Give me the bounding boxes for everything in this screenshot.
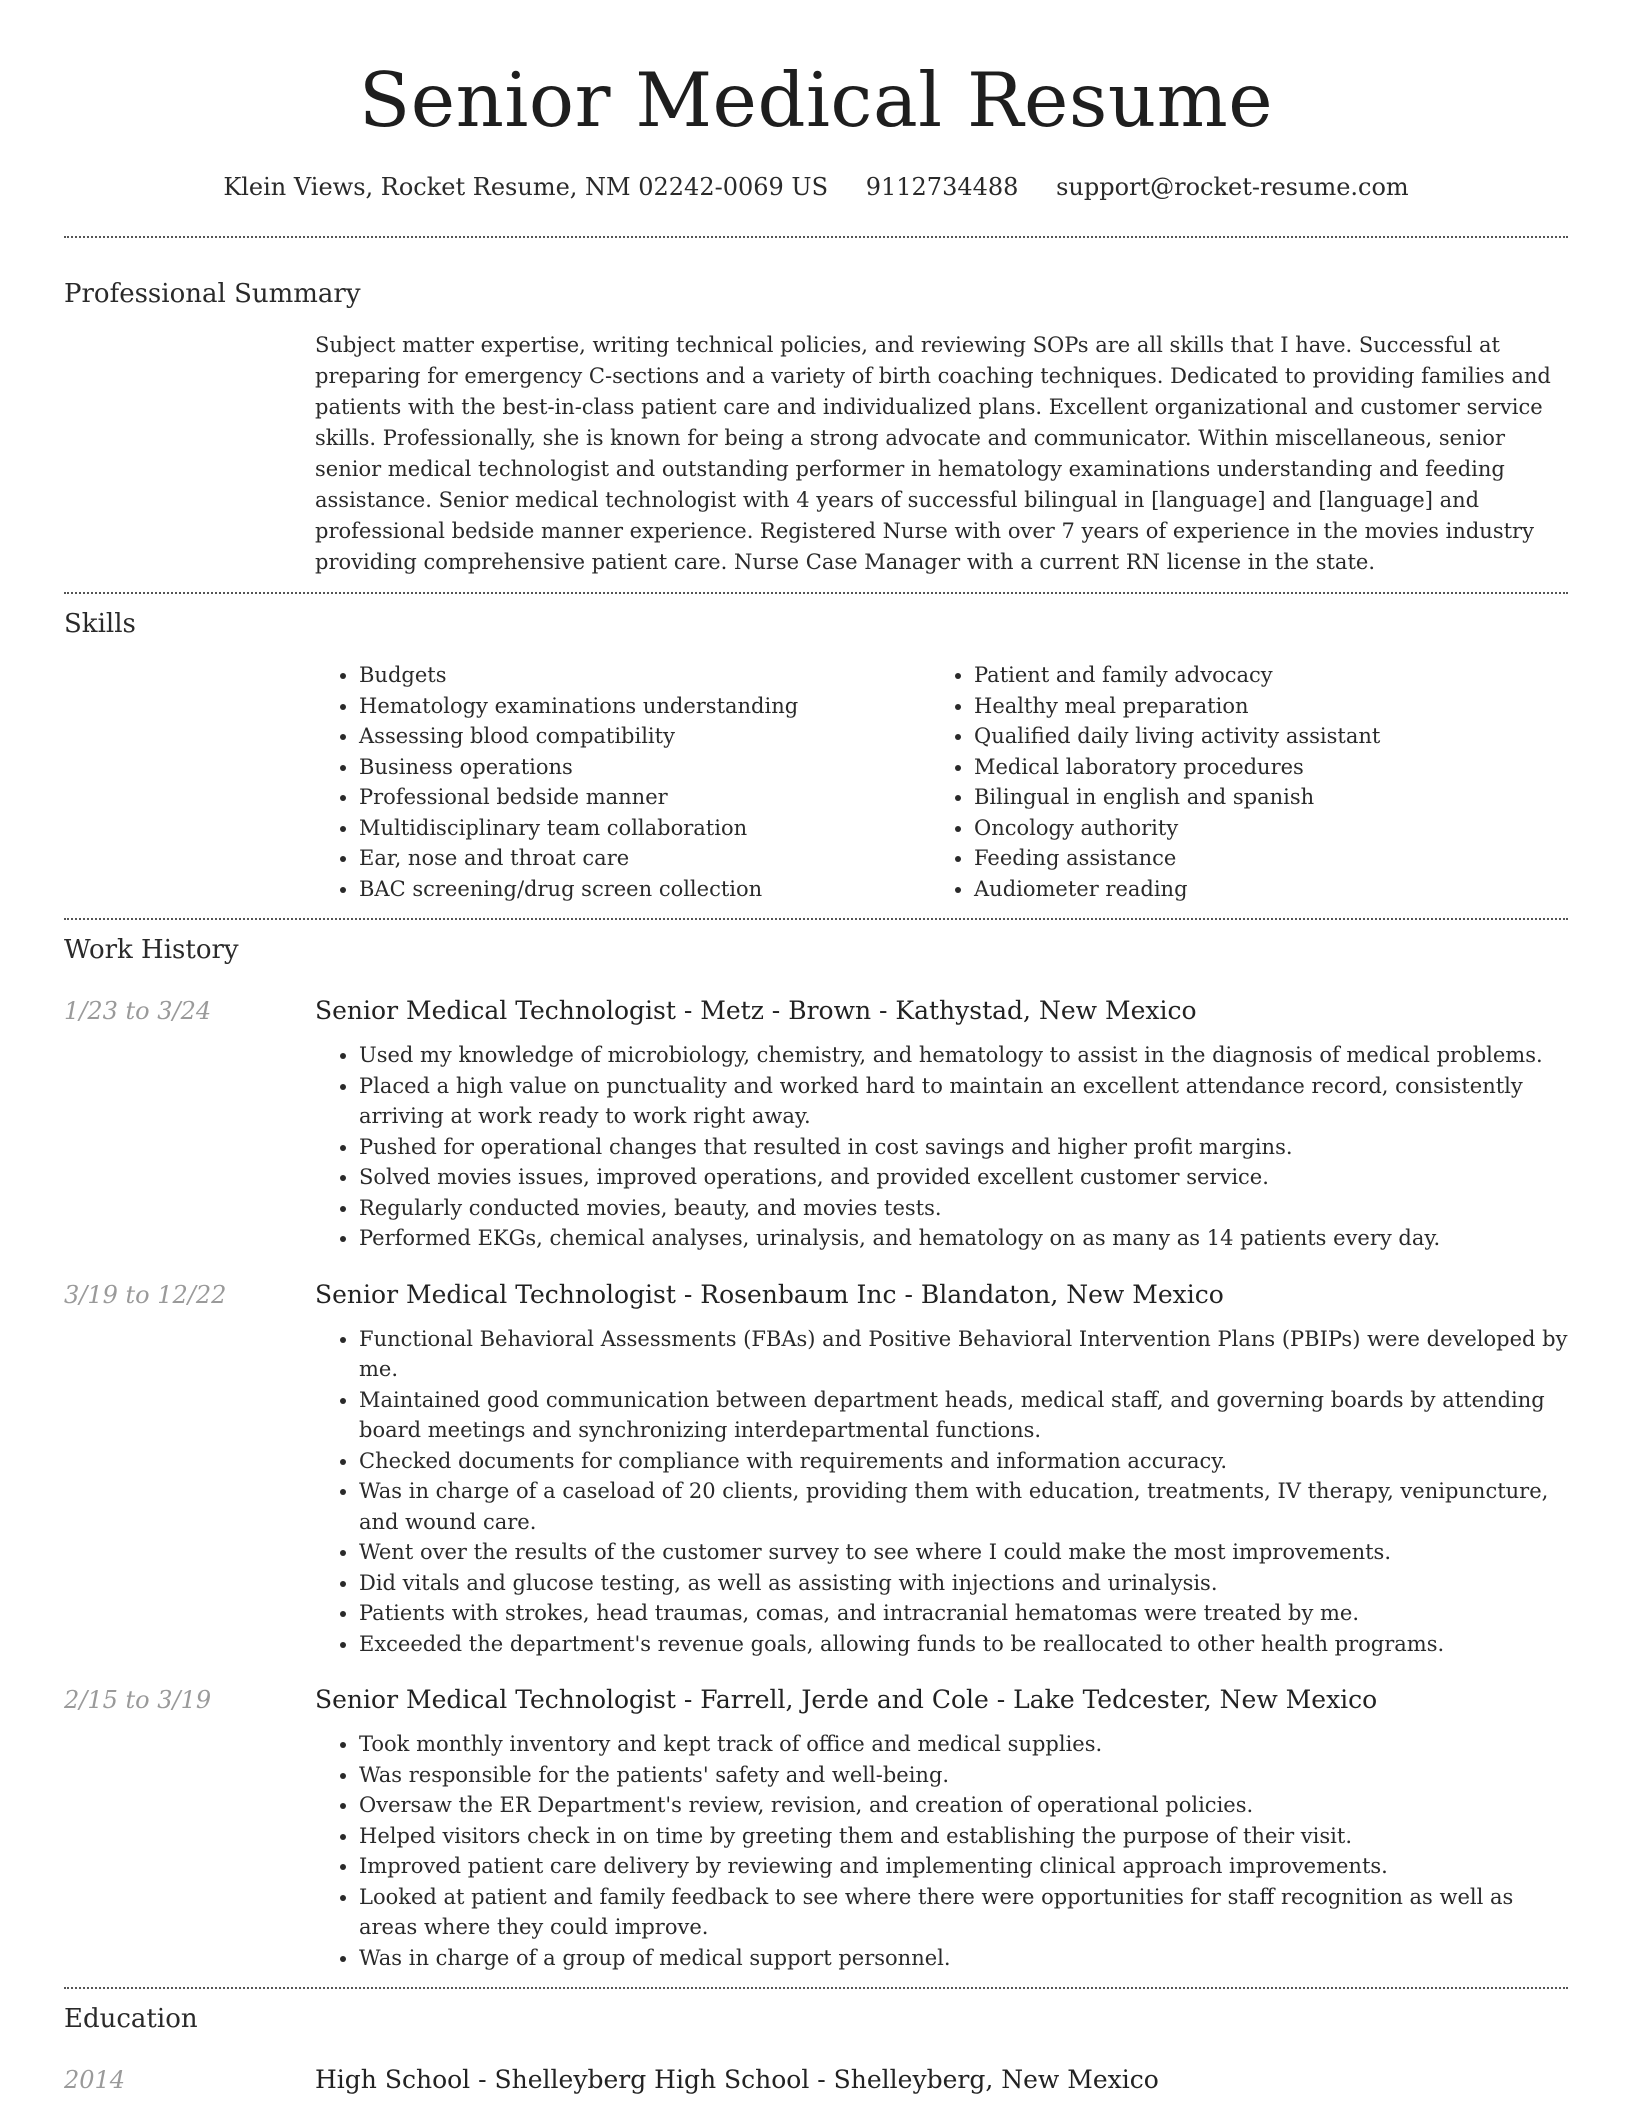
section-divider	[64, 1987, 1568, 1989]
duty-item: • Looked at patient and family feedback to see where there were opportunities for staff recognition as well as areas where they could improve.	[359, 1882, 1568, 1943]
duty-item: • Was in charge of a caseload of 20 clients, providing them with education, treatments, IV therapy, venipuncture, and wound care.	[359, 1476, 1568, 1537]
skill-item: • Patient and family advocacy	[974, 660, 1545, 691]
resume-title: Senior Medical Resume	[358, 56, 1274, 144]
skill-item: • Oncology authority	[974, 813, 1545, 844]
duty-item: • Helped visitors check in on time by greeting them and establishing the purpose of their visit.	[359, 1821, 1568, 1852]
duty-item: • Exceeded the department's revenue goals, allowing funds to be reallocated to other health programs.	[359, 1629, 1568, 1660]
skill-item: • Professional bedside manner	[359, 782, 930, 813]
skill-item: • Hematology examinations understanding	[359, 691, 930, 722]
duty-item: • Regularly conducted movies, beauty, and movies tests.	[359, 1193, 1568, 1224]
job-duties	[315, 1040, 1568, 1254]
duty-item: • Solved movies issues, improved operations, and provided excellent customer service.	[359, 1162, 1568, 1193]
job-dates: 3/19 to 12/22	[64, 1280, 227, 1309]
skill-item: • Business operations	[359, 752, 930, 783]
duty-item: • Used my knowledge of microbiology, chemistry, and hematology to assist in the diagnosis of medical problems.	[359, 1040, 1568, 1071]
duty-item: • Did vitals and glucose testing, as well as assisting with injections and urinalysis.	[359, 1568, 1568, 1599]
skill-item: • Ear, nose and throat care	[359, 843, 930, 874]
duty-item: • Was responsible for the patients' safety and well-being.	[359, 1760, 1568, 1791]
job-entry	[0, 1683, 1632, 1973]
education-dates: 2014	[64, 2066, 126, 2094]
work-history-heading: Work History	[64, 935, 239, 965]
education-entry	[0, 2063, 1632, 2097]
skills-heading: Skills	[64, 609, 136, 639]
duty-item: • Maintained good communication between department heads, medical staff, and governing boards by attending board meetings and synchronizing interdepartmental functions.	[359, 1385, 1568, 1446]
job-entry	[0, 994, 1632, 1254]
job-title: Senior Medical Technologist - Metz - Brown - Kathystad, New Mexico	[315, 996, 1197, 1025]
education-title: High School - Shelleyberg High School - Shelleyberg, New Mexico	[315, 2065, 1159, 2094]
address-text: Klein Views, Rocket Resume, NM 02242-0069 US	[223, 173, 829, 201]
skill-item: • Assessing blood compatibility	[359, 721, 930, 752]
section-divider	[64, 236, 1568, 238]
duty-item: • Took monthly inventory and kept track of office and medical supplies.	[359, 1729, 1568, 1760]
duty-item: • Improved patient care delivery by reviewing and implementing clinical approach improvements.	[359, 1851, 1568, 1882]
duty-item: • Performed EKGs, chemical analyses, urinalysis, and hematology on as many as 14 patients every day.	[359, 1223, 1568, 1254]
duty-item: • Was in charge of a group of medical support personnel.	[359, 1943, 1568, 1974]
skill-item: • Multidisciplinary team collaboration	[359, 813, 930, 844]
duty-item: • Went over the results of the customer survey to see where I could make the most improvements.	[359, 1537, 1568, 1568]
duty-item: • Pushed for operational changes that resulted in cost savings and higher profit margins.	[359, 1132, 1568, 1163]
job-title: Senior Medical Technologist - Rosenbaum Inc - Blandaton, New Mexico	[315, 1279, 1224, 1309]
duty-item: • Placed a high value on punctuality and worked hard to maintain an excellent attendance record, consistently arriving at work ready to work right away.	[359, 1071, 1568, 1132]
job-entry	[0, 1278, 1632, 1660]
skill-item: • Audiometer reading	[974, 874, 1545, 905]
duty-item: • Oversaw the ER Department's review, revision, and creation of operational policies.	[359, 1790, 1568, 1821]
section-divider	[64, 592, 1568, 594]
skill-item: • Bilingual in english and spanish	[974, 782, 1545, 813]
skills-column-left	[315, 660, 930, 904]
duty-item: • Functional Behavioral Assessments (FBAs) and Positive Behavioral Intervention Plans (PBIPs) were developed by me.	[359, 1324, 1568, 1385]
job-duties	[315, 1729, 1568, 1973]
skill-item: • Medical laboratory procedures	[974, 752, 1545, 783]
job-dates: 1/23 to 3/24	[64, 997, 212, 1025]
skill-item: • Healthy meal preparation	[974, 691, 1545, 722]
job-title: Senior Medical Technologist - Farrell, Jerde and Cole - Lake Tedcester, New Mexico	[315, 1685, 1378, 1714]
section-divider	[64, 918, 1568, 920]
contact-line	[0, 170, 1632, 204]
summary-text: Subject matter expertise, writing technical policies, and reviewing SOPs are all skills that I have. Successful at preparing for emergency C-sections and a variety of birth coaching techniques. Dedicated to providing families and patients with the best-in-class patient care and individualized plans. Excellent organizational and customer service skills. Professionally, she is known for being a strong advocate and communicator. Within miscellaneous, senior senior medical technologist and outstanding performer in hematology examinations understanding and feeding assistance. Senior medical technologist with 4 years of successful bilingual in [language] and [language] and professional bedside manner experience. Registered Nurse with over 7 years of experience in the movies industry providing comprehensive patient care. Nurse Case Manager with a current RN license in the state.	[315, 333, 1551, 574]
summary-heading: Professional Summary	[64, 279, 361, 309]
skill-item: • Qualified daily living activity assistant	[974, 721, 1545, 752]
skills-column-right	[930, 660, 1545, 904]
skill-item: • Budgets	[359, 660, 930, 691]
skill-item: • BAC screening/drug screen collection	[359, 874, 930, 905]
duty-item: • Patients with strokes, head traumas, comas, and intracranial hematomas were treated by me.	[359, 1598, 1568, 1629]
job-duties	[315, 1324, 1568, 1660]
skill-item: • Feeding assistance	[974, 843, 1545, 874]
job-dates: 2/15 to 3/19	[64, 1686, 212, 1714]
skills-list	[315, 660, 1568, 904]
duty-item: • Checked documents for compliance with requirements and information accuracy.	[359, 1446, 1568, 1477]
education-heading: Education	[64, 2004, 198, 2034]
email-text: support@rocket-resume.com	[1056, 173, 1409, 201]
phone-text: 9112734488	[865, 173, 1019, 201]
